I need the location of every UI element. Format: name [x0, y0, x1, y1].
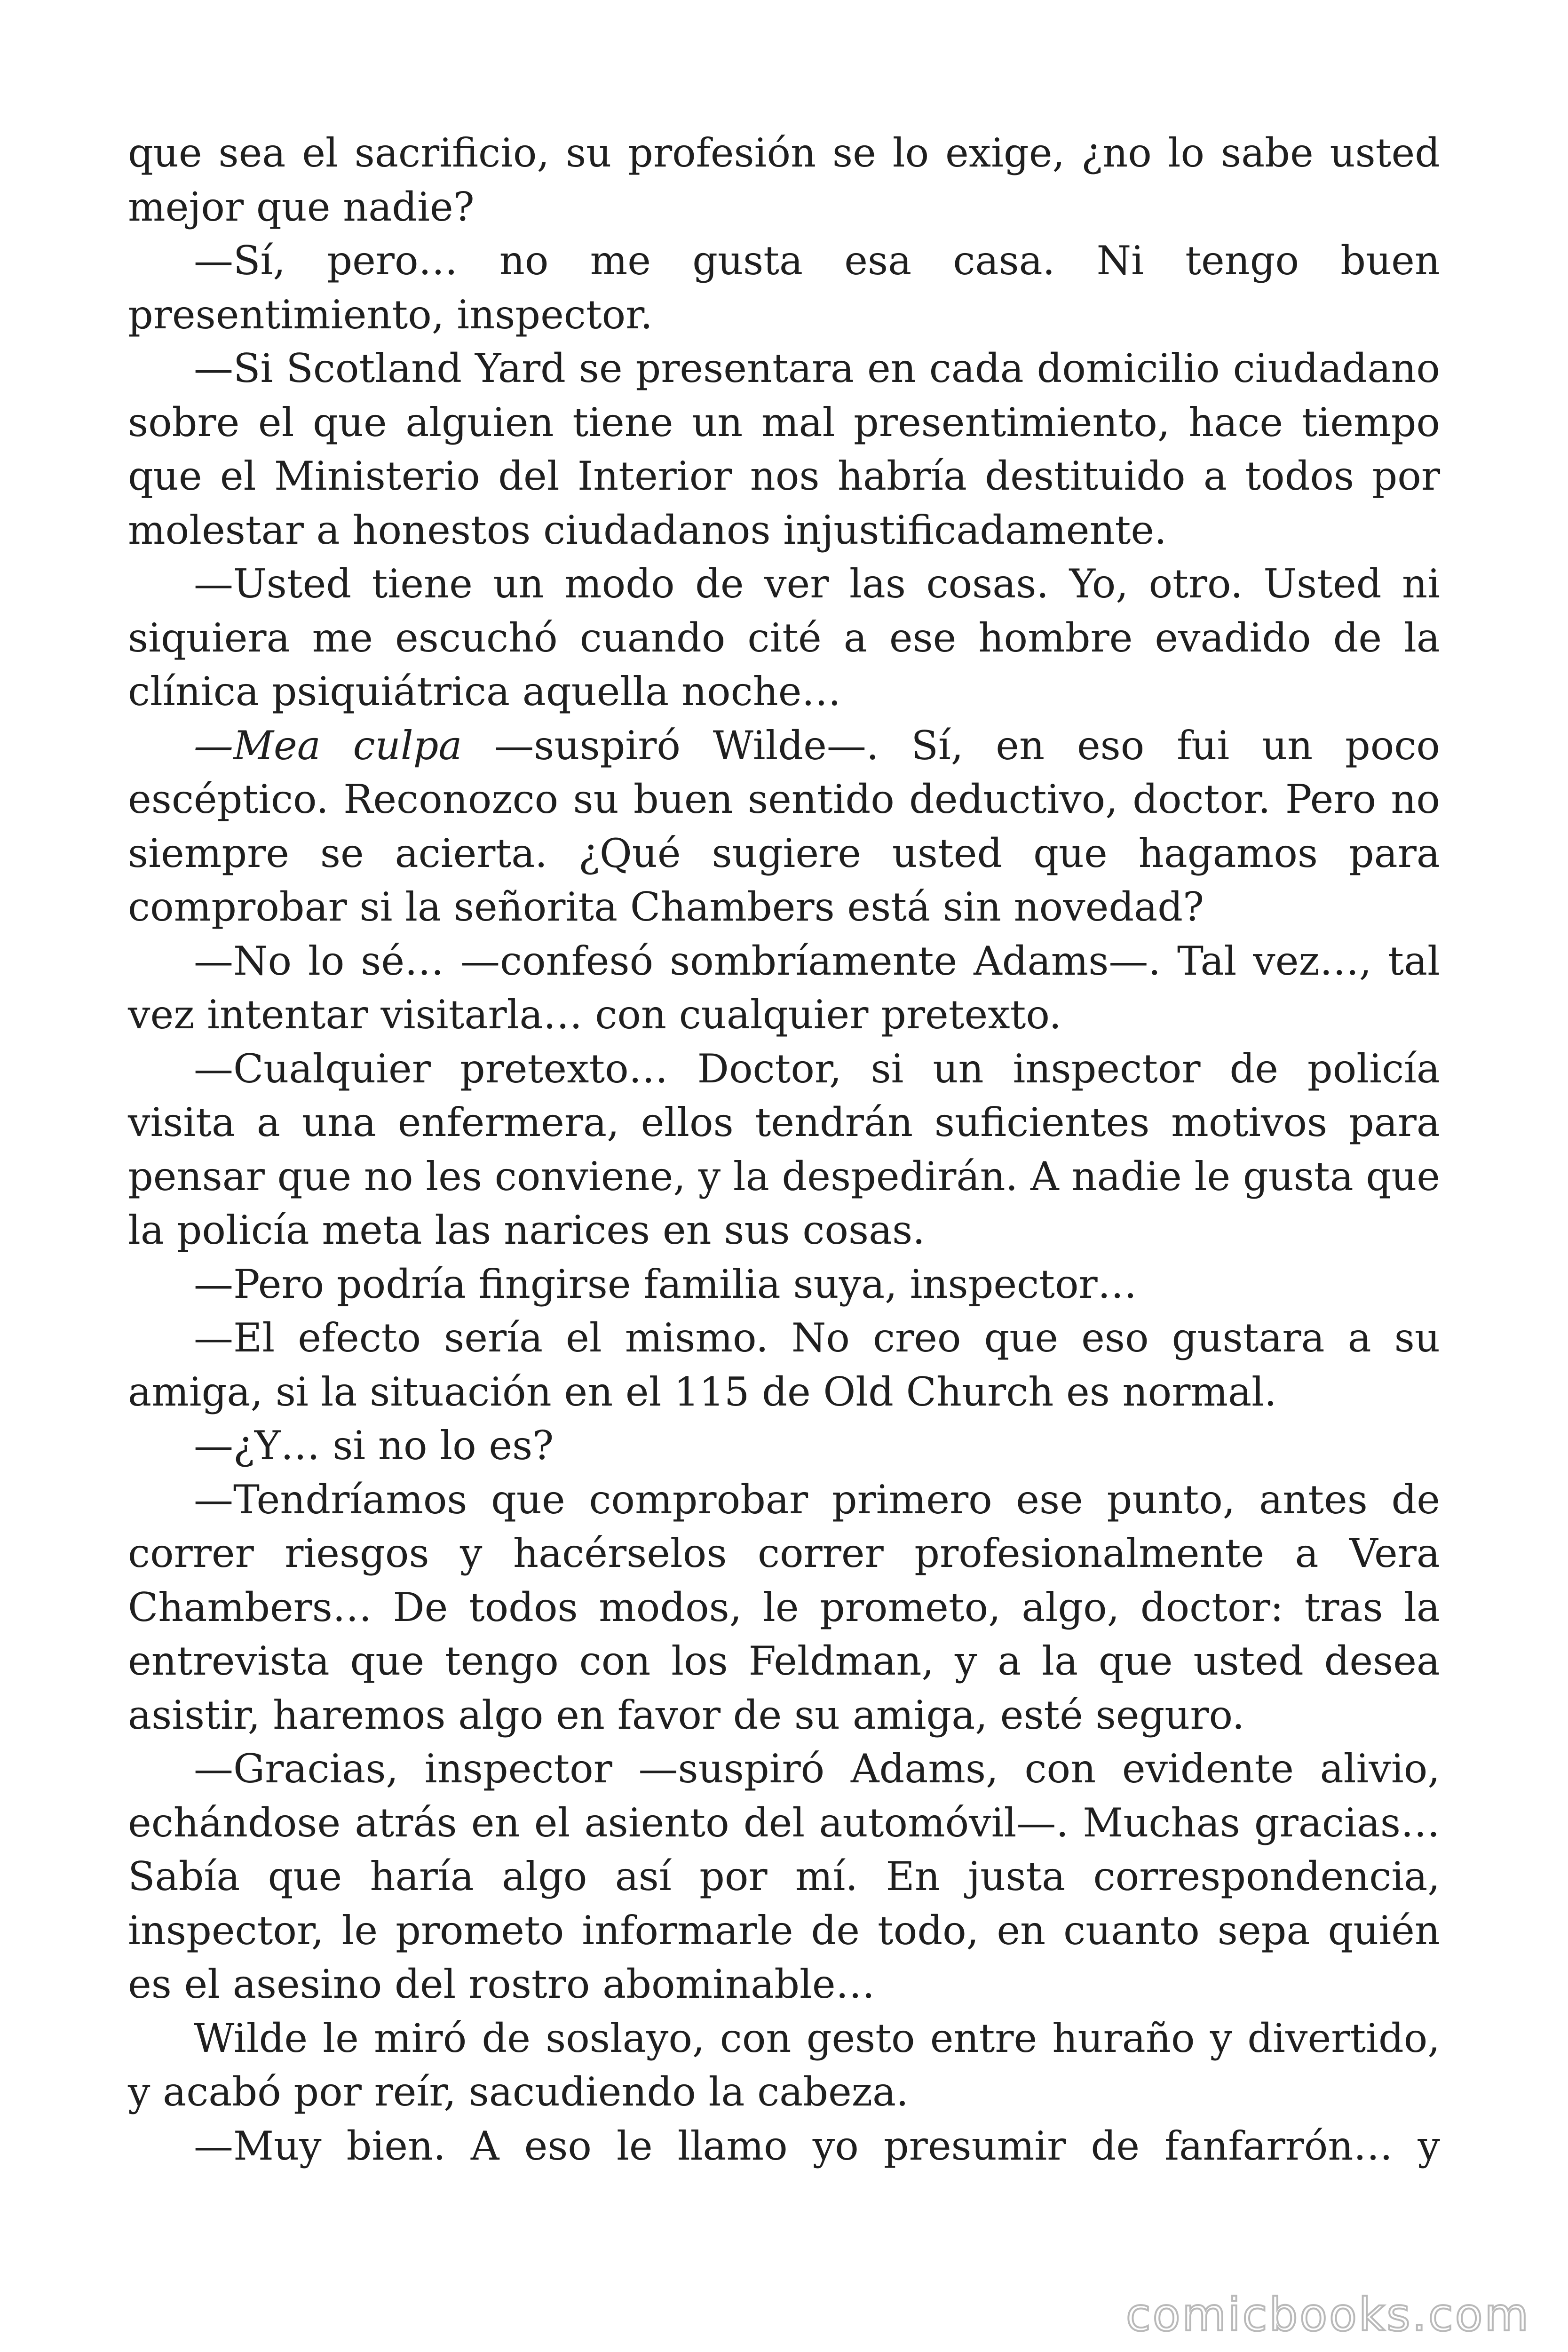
paragraph: —¿Y… si no lo es? — [194, 1422, 554, 1469]
paragraph: —Usted tiene un modo de ver las cosas. Yo, otro. Usted ni siquiera me escuchó cuando cité a ese hombre evadido de la clínica psiquiátrica aquella noche… — [128, 561, 1440, 715]
paragraph: que sea el sacrificio, su profesión se lo exige, ¿no lo sabe usted mejor que nadie? — [128, 130, 1440, 230]
paragraph: —Pero podría fingirse familia suya, inspector… — [194, 1261, 1137, 1307]
paragraph: —El efecto sería el mismo. No creo que eso gustara a su amiga, si la situación en el 115 de Old Church es normal. — [128, 1315, 1440, 1415]
paragraph: —No lo sé… —confesó sombríamente Adams—. Tal vez…, tal vez intentar visitarla… con cualquier pretexto. — [128, 938, 1440, 1038]
watermark: comicbooks.com — [1125, 2288, 1530, 2341]
paragraph: —Si Scotland Yard se presentara en cada domicilio ciudadano sobre el que alguien tiene un mal presentimiento, hace tiempo que el Ministerio del Interior nos habría destituido a todos por molestar a honestos ciudadanos injustificadamente. — [128, 345, 1440, 553]
paragraph: Wilde le miró de soslayo, con gesto entre huraño y divertido, y acabó por reír, sacudiendo la cabeza. — [128, 2015, 1440, 2115]
paragraph: —Sí, pero… no me gusta esa casa. Ni tengo buen presentimiento, inspector. — [128, 238, 1440, 338]
page-body — [128, 126, 1440, 2173]
paragraph-text: —suspiró Wilde—. Sí, en eso fui un poco escéptico. Reconozco su buen sentido deductivo, doctor. Pero no siempre se acierta. ¿Qué sugiere usted que hagamos para comprobar si la señorita Chambers está sin novedad? — [128, 722, 1440, 930]
paragraph: —Gracias, inspector —suspiró Adams, con evidente alivio, echándose atrás en el asiento del automóvil—. Muchas gracias… Sabía que haría algo así por mí. En justa correspondencia, inspector, le prometo informarle de todo, en cuanto sepa quién es el asesino del rostro abominable… — [128, 1746, 1440, 2007]
italic-phrase: —Mea culpa — [194, 722, 462, 769]
paragraph: —Tendríamos que comprobar primero ese punto, antes de correr riesgos y hacérselos correr profesionalmente a Vera Chambers… De todos modos, le prometo, algo, doctor: tras la entrevista que tengo con los Feldman, y a la que usted desea asistir, haremos algo en favor de su amiga, esté seguro. — [128, 1476, 1440, 1738]
paragraph: —Muy bien. A eso le llamo yo presumir de fanfarrón… y — [194, 2122, 1440, 2169]
paragraph: —Cualquier pretexto… Doctor, si un inspector de policía visita a una enfermera, ellos tendrán suficientes motivos para pensar que no les conviene, y la despedirán. A nadie le gusta que la policía meta las narices en sus cosas. — [128, 1045, 1440, 1253]
paragraph — [128, 719, 1440, 934]
